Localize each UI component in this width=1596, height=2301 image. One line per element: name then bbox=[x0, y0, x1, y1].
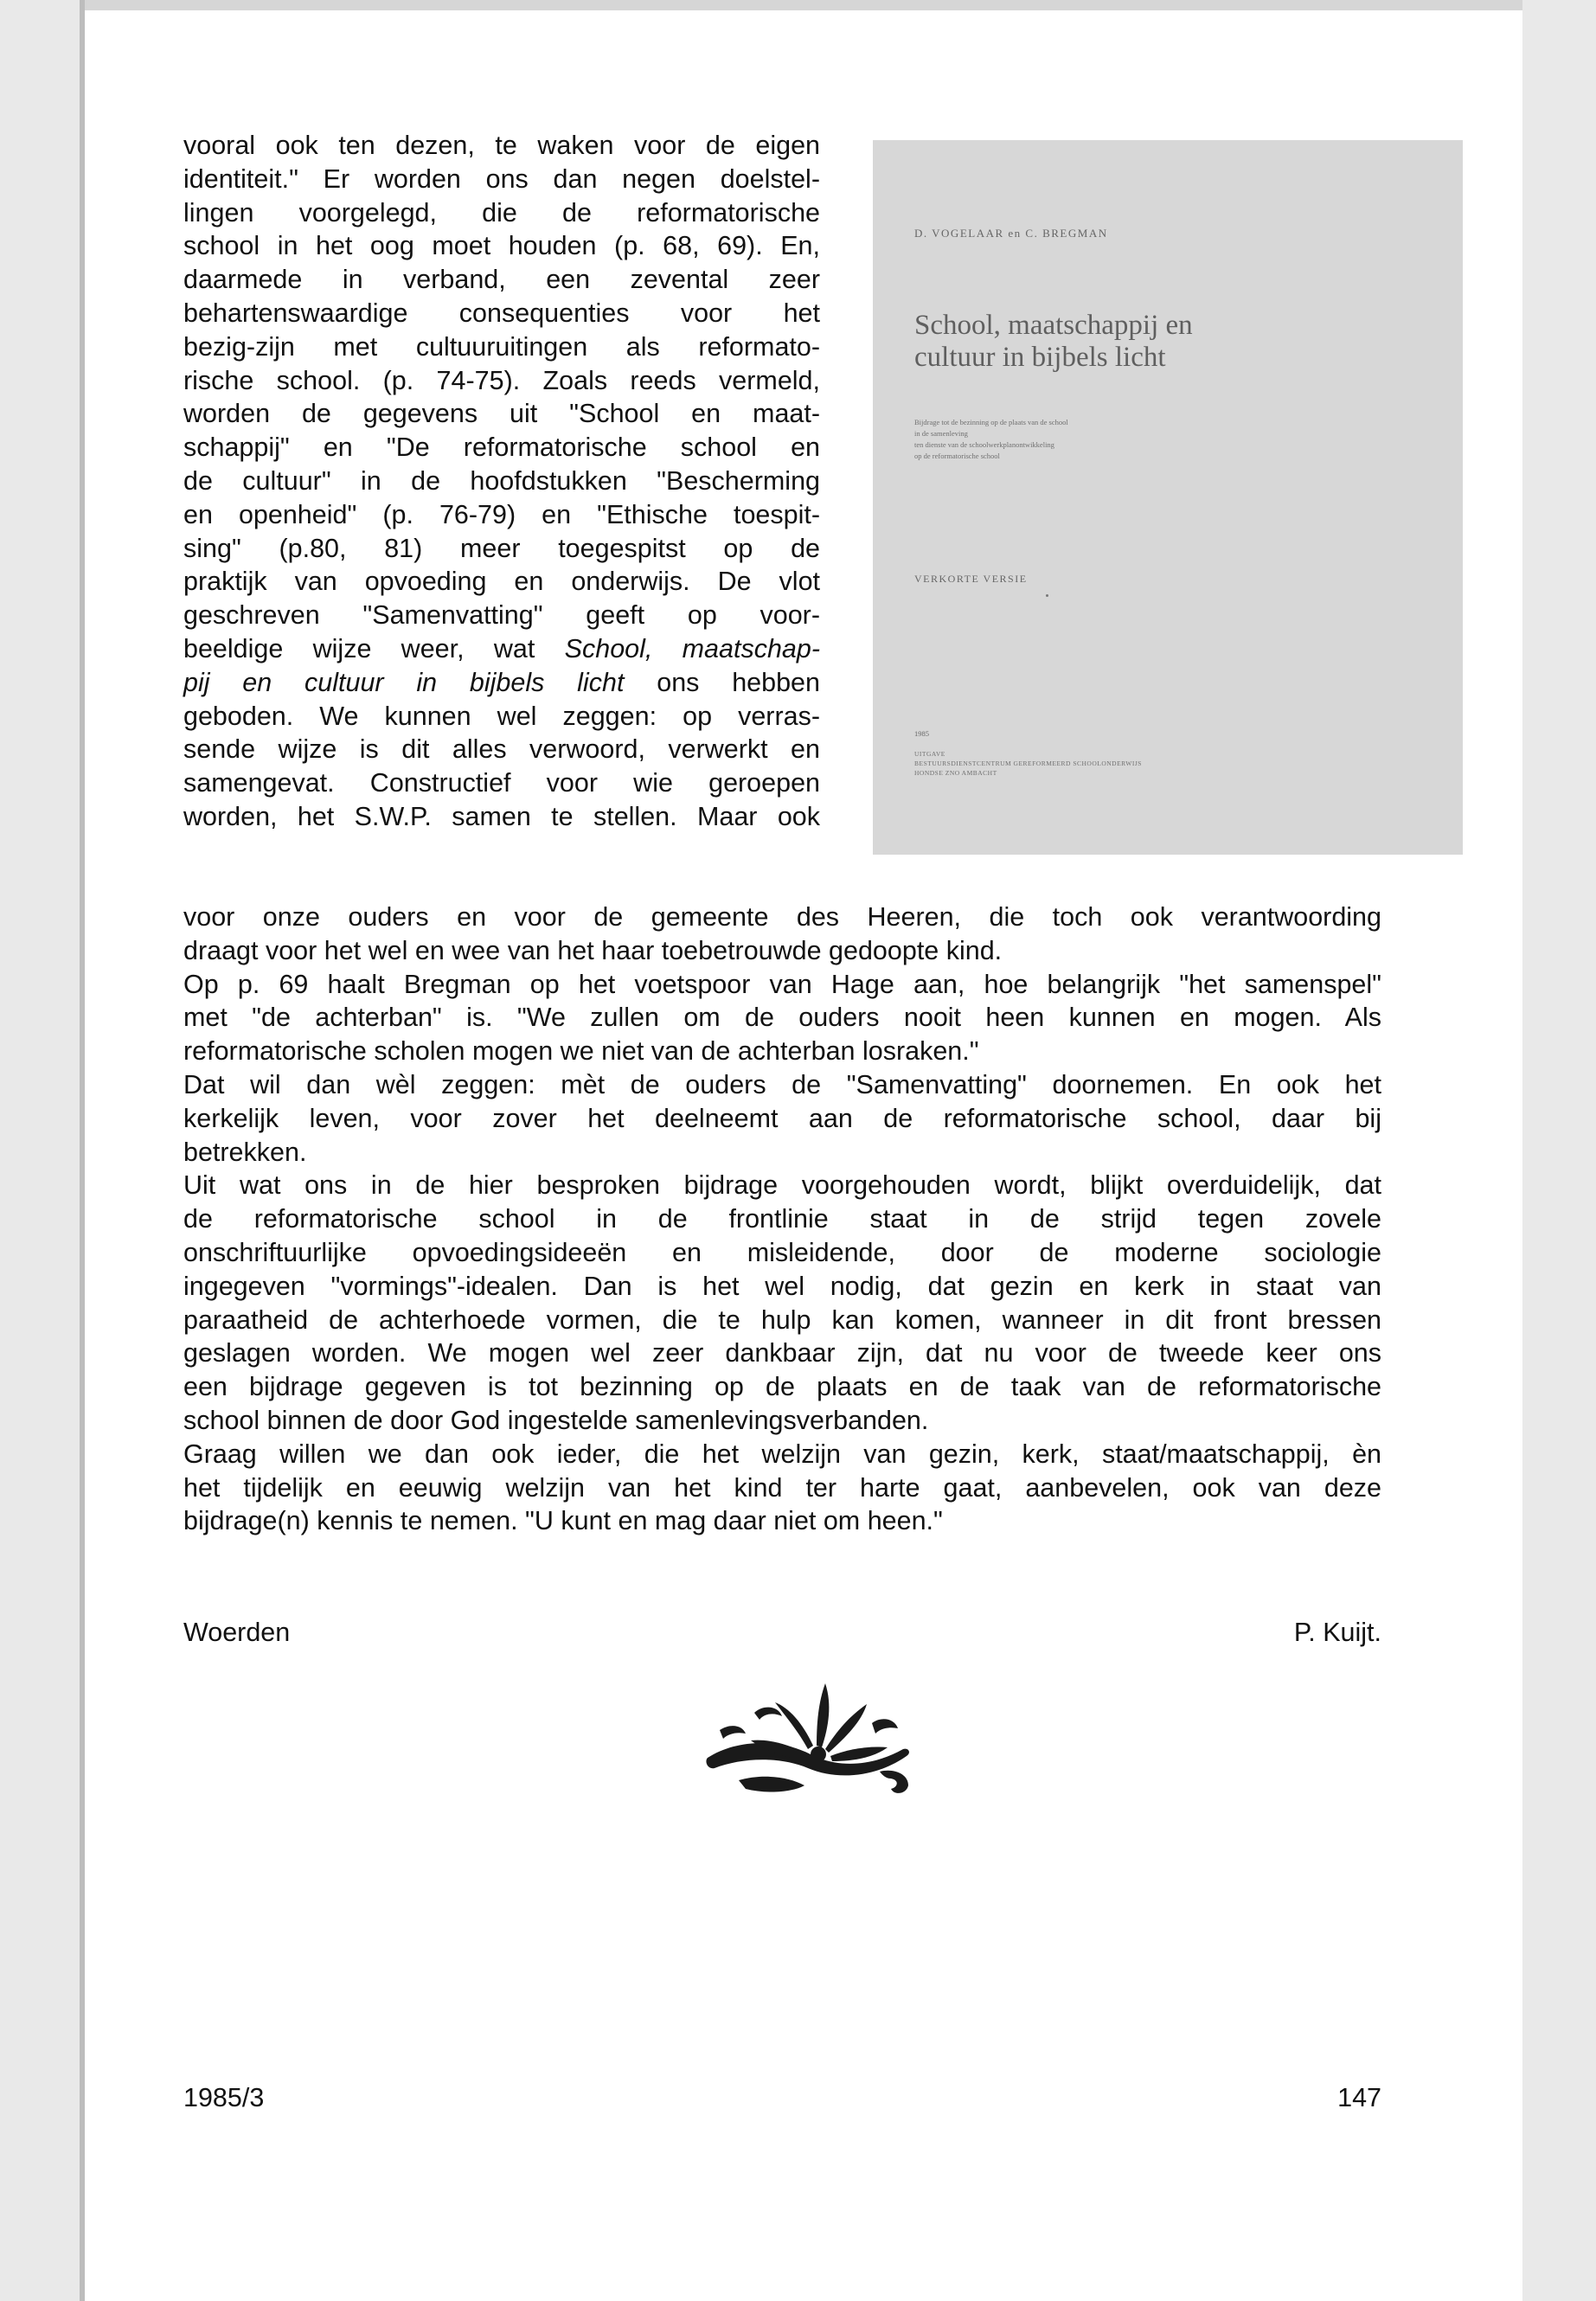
text-line: reformatorische scholen mogen we niet van de achterban losraken." bbox=[183, 1036, 979, 1067]
book-authors: D. VOGELAAR en C. BREGMAN bbox=[914, 227, 1108, 240]
book-subtitle bbox=[914, 417, 1260, 462]
text-line: Dat wil dan wèl zeggen: mèt de ouders de "Samenvatting" doornemen. En ook het bbox=[183, 1069, 1381, 1099]
text-line: betrekken. bbox=[183, 1137, 307, 1167]
author: P. Kuijt. bbox=[1293, 1618, 1381, 1647]
text-line: Uit wat ons in de hier besproken bijdrage voorgehouden wordt, blijkt overduidelijk, dat bbox=[183, 1170, 1381, 1201]
page-number: 147 bbox=[1337, 2083, 1381, 2112]
floral-ornament-icon bbox=[702, 1678, 914, 1806]
book-year: 1985 bbox=[914, 729, 929, 738]
text-line: het tijdelijk en eeuwig welzijn van het kind ter harte gaat, aanbevelen, ook van deze bbox=[183, 1472, 1381, 1503]
place: Woerden bbox=[183, 1618, 291, 1647]
text-line: lingen voorgelegd, die de reformatorische bbox=[183, 197, 820, 228]
text-line: de reformatorische school in de frontlinie staat in de strijd tegen zovele bbox=[183, 1204, 1381, 1234]
text-line: geslagen worden. We mogen wel zeer dankbaar zijn, dat nu voor de tweede keer ons bbox=[183, 1338, 1381, 1368]
text-line: voor onze ouders en voor de gemeente des Heeren, die toch ook verantwoording bbox=[183, 902, 1381, 932]
book-title bbox=[914, 310, 1193, 374]
page-top-edge bbox=[80, 0, 1522, 10]
book-title-line: School, maatschappij en bbox=[914, 310, 1193, 341]
book-subtitle-line: Bijdrage tot de bezinning op de plaats van de school bbox=[914, 418, 1068, 426]
book-publisher bbox=[914, 749, 1364, 778]
text-line: worden, het S.W.P. samen te stellen. Maar ook bbox=[183, 801, 820, 831]
text-line-with-italic bbox=[183, 632, 820, 666]
book-publisher-line: HONDSE ZNO AMBACHT bbox=[914, 769, 997, 777]
text-line: worden de gegevens uit "School en maat- bbox=[183, 399, 820, 429]
text-line: school binnen de door God ingestelde samenlevingsverbanden. bbox=[183, 1405, 929, 1435]
text-line: samengevat. Constructief voor wie geroepen bbox=[183, 768, 820, 798]
text-line: daarmede in verband, een zevental zeer bbox=[183, 265, 820, 295]
page-left-edge bbox=[80, 0, 85, 2301]
text-line: de cultuur" in de hoofdstukken "Bescherming bbox=[183, 465, 820, 496]
text-line: onschriftuurlijke opvoedingsideeën en misleidende, door de moderne sociologie bbox=[183, 1237, 1381, 1267]
text-line: Op p. 69 haalt Bregman op het voetspoor van Hage aan, hoe belangrijk "het samenspel" bbox=[183, 969, 1381, 999]
text-line: rische school. (p. 74-75). Zoals reeds vermeld, bbox=[183, 365, 820, 395]
text-line: en openheid" (p. 76-79) en "Ethische toespit- bbox=[183, 499, 820, 529]
text-line: geschreven "Samenvatting" geeft op voor- bbox=[183, 600, 820, 631]
text-line: schappij" en "De reformatorische school en bbox=[183, 433, 820, 463]
text-line: een bijdrage gegeven is tot bezinning op de plaats en de taak van de reformatorische bbox=[183, 1372, 1381, 1402]
text-line: praktijk van opvoeding en onderwijs. De vlot bbox=[183, 567, 820, 597]
text-line: sing" (p.80, 81) meer toegespitst op de bbox=[183, 533, 820, 563]
issue-number: 1985/3 bbox=[183, 2083, 265, 2112]
text-line: behartenswaardige consequenties voor het bbox=[183, 298, 820, 328]
text-line: school in het oog moet houden (p. 68, 69). En, bbox=[183, 231, 820, 261]
text-line: vooral ook ten dezen, te waken voor de eigen bbox=[183, 131, 820, 160]
book-title-line: cultuur in bijbels licht bbox=[914, 342, 1166, 373]
text-line: kerkelijk leven, voor zover het deelneemt aan de reformatorische school, daar bij bbox=[183, 1103, 1381, 1133]
book-publisher-line: UITGAVE bbox=[914, 750, 945, 758]
book-publisher-line: BESTUURSDIENSTCENTRUM GEREFORMEERD SCHOOLONDERWIJS bbox=[914, 760, 1142, 767]
book-cover-image bbox=[873, 140, 1463, 855]
article-left-column bbox=[183, 129, 820, 834]
text-line-with-italic bbox=[183, 666, 820, 700]
cover-dot bbox=[1046, 594, 1048, 597]
text-line: geboden. We kunnen wel zeggen: op verras- bbox=[183, 701, 820, 731]
book-version: VERKORTE VERSIE bbox=[914, 573, 1028, 585]
book-subtitle-line: in de samenleving bbox=[914, 429, 968, 438]
page bbox=[80, 0, 1522, 2301]
text-line: met "de achterban" is. "We zullen om de ouders nooit heen kunnen en mogen. Als bbox=[183, 1003, 1381, 1033]
text-line: ingegeven "vormings"-idealen. Dan is het wel nodig, dat gezin en kerk in staat van bbox=[183, 1271, 1381, 1301]
text-line: Graag willen we dan ook ieder, die het welzijn van gezin, kerk, staat/maatschappij, èn bbox=[183, 1439, 1381, 1469]
book-subtitle-line: ten dienste van de schoolwerkplanontwikkeling bbox=[914, 440, 1054, 449]
text-line: bezig-zijn met cultuuruitingen als reformato- bbox=[183, 331, 820, 362]
book-subtitle-line: op de reformatorische school bbox=[914, 452, 1000, 460]
book-title-italic: pij en cultuur in bijbels licht bbox=[183, 667, 625, 697]
text-line: bijdrage(n) kennis te nemen. "U kunt en mag daar niet om heen." bbox=[183, 1506, 943, 1536]
text-line: paraatheid de achterhoede vormen, die te hulp kan komen, wanneer in dit front bressen bbox=[183, 1304, 1381, 1335]
text-line: sende wijze is dit alles verwoord, verwerkt en bbox=[183, 734, 820, 765]
text-fragment: ons hebben bbox=[657, 667, 820, 697]
book-title-italic: School, maatschap- bbox=[564, 633, 821, 663]
text-fragment: beeldige wijze weer, wat bbox=[183, 633, 535, 663]
text-line: identiteit." Er worden ons dan negen doelstel- bbox=[183, 163, 820, 194]
text-line: draagt voor het wel en wee van het haar toebetrouwde gedoopte kind. bbox=[183, 935, 1003, 965]
article-full-width bbox=[183, 901, 1381, 1538]
